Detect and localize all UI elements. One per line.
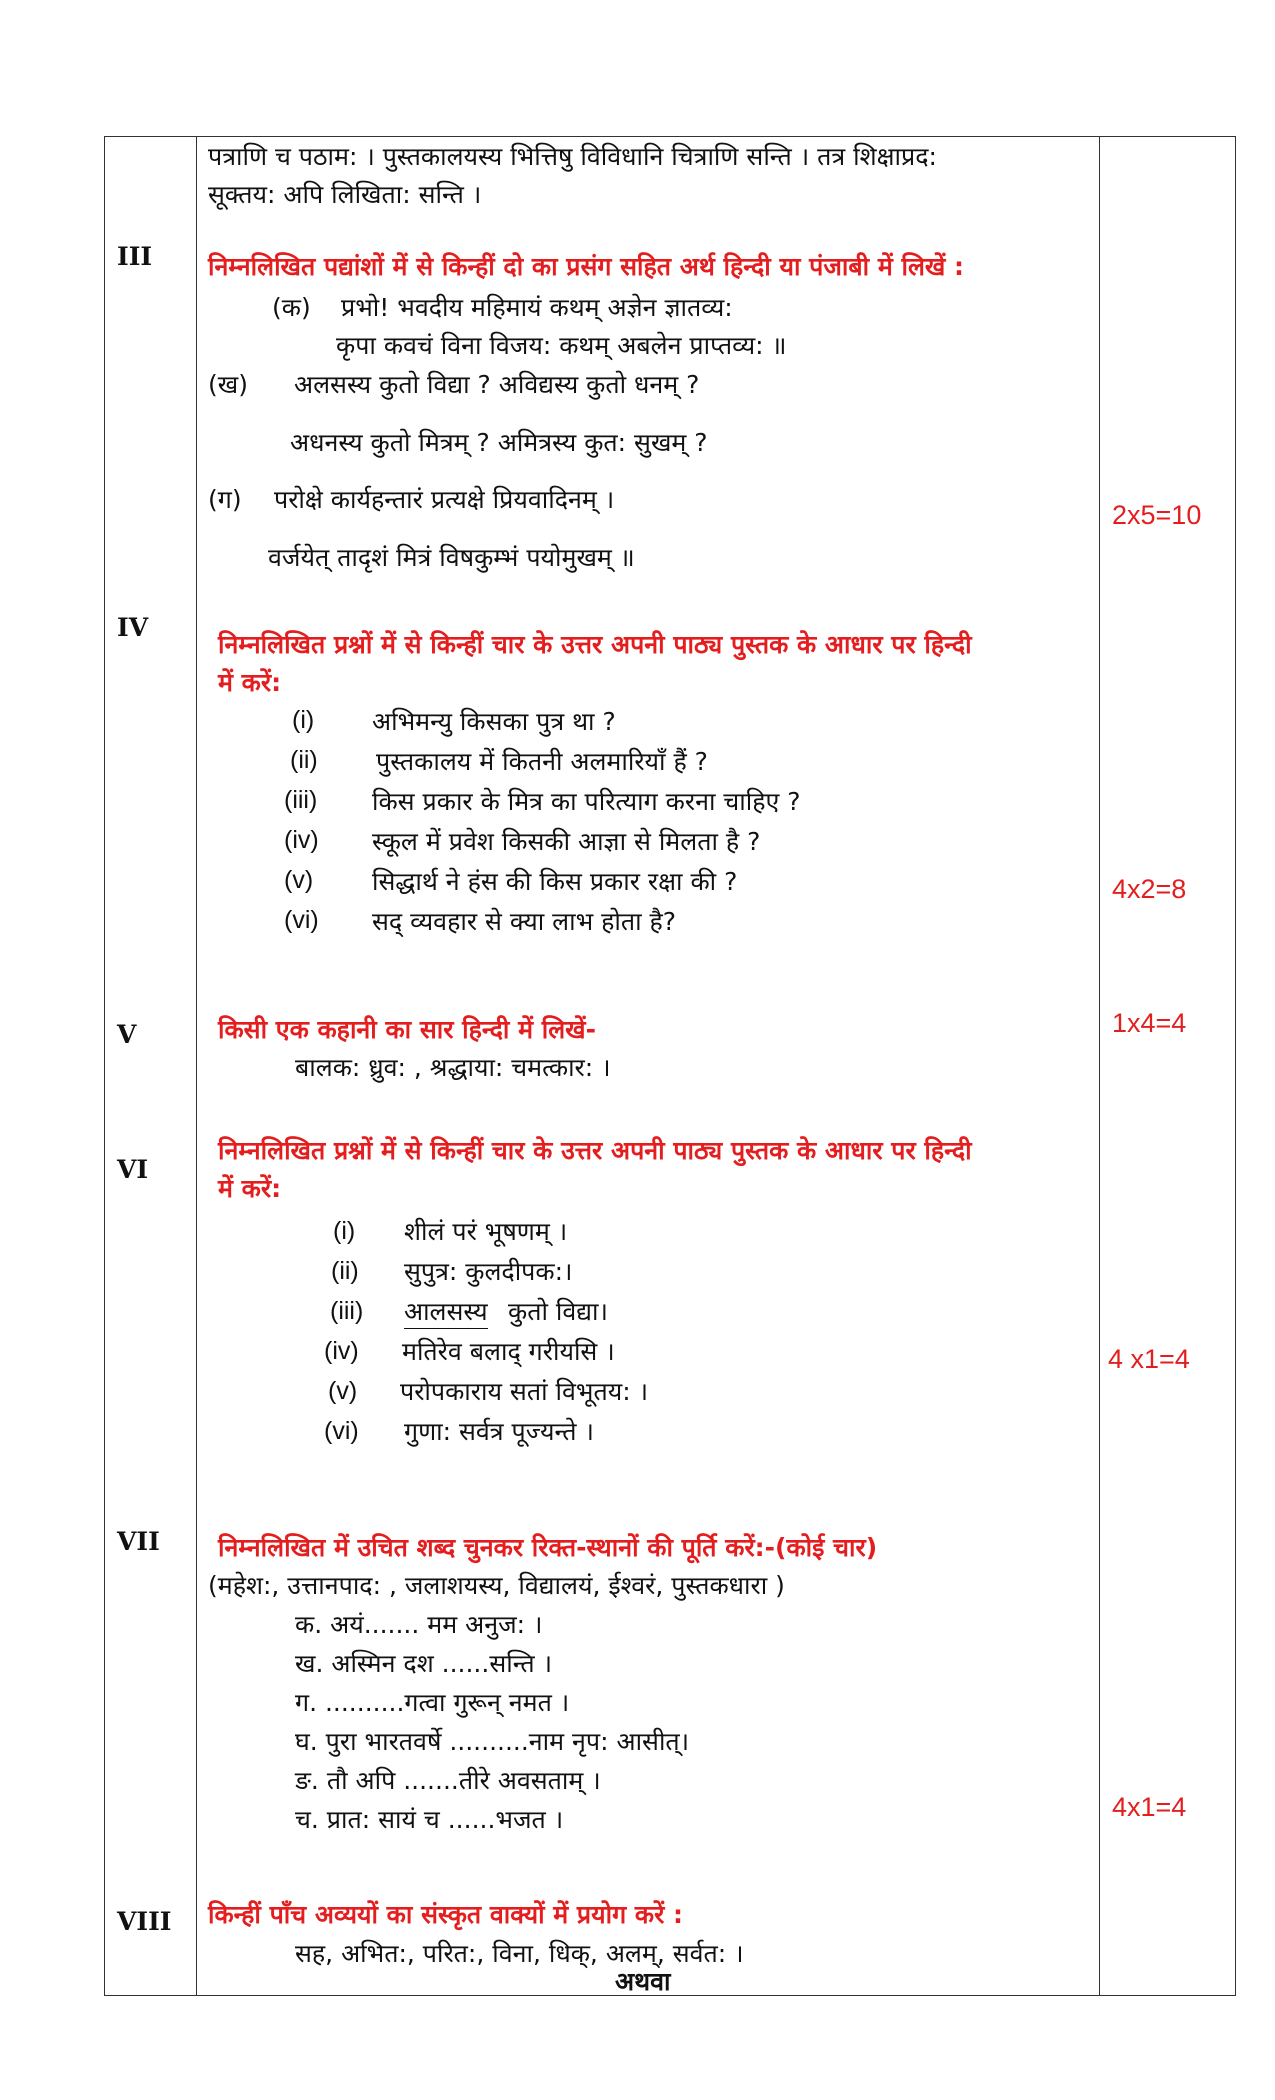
q4-item-text: किस प्रकार के मित्र का परित्याग करना चाहिए ?: [372, 787, 801, 816]
q4-item-text: पुस्तकालय में कितनी अलमारियाँ हैं ?: [376, 747, 708, 776]
q6-item-text-underlined: आलसस्य: [404, 1294, 488, 1329]
q4-item-label: (iii): [284, 786, 318, 814]
q4-item-label: (v): [284, 866, 314, 894]
q4-heading-line-1: निम्नलिखित प्रश्नों में से किन्हीं चार के उत्तर अपनी पाठ्य पुस्तक के आधार पर हिन्दी: [218, 630, 972, 659]
q8-heading: किन्हीं पाँच अव्ययों का संस्कृत वाक्यों में प्रयोग करें :: [208, 1900, 684, 1929]
q6-item-text: परोपकाराय सतां विभूतय: ।: [400, 1377, 649, 1406]
q4-marks: 4x2=8: [1112, 874, 1187, 904]
q6-item-text: शीलं परं भूषणम् ।: [404, 1217, 568, 1246]
q7-options: (महेश:, उत्तानपाद: , जलाशयस्य, विद्यालयं, ईश्वरं, पुस्तकधारा ): [208, 1571, 785, 1600]
q6-item-label: (vi): [324, 1417, 359, 1445]
q3-ga-line-1: परोक्षे कार्यहन्तारं प्रत्यक्षे प्रियवादिनम् ।: [274, 485, 615, 514]
question-number-viii: VIII: [117, 1907, 172, 1936]
q7-marks: 4x1=4: [1112, 1792, 1187, 1822]
q7-item: च. प्रात: सायं च ......भजत ।: [295, 1805, 564, 1834]
question-number-v: V: [117, 1020, 137, 1049]
q3-label-ga: (ग): [208, 485, 242, 514]
q6-item-label: (ii): [331, 1257, 359, 1285]
q6-item-text: गुणा: सर्वत्र पूज्यन्ते ।: [404, 1417, 594, 1446]
q7-item: क. अयं....... मम अनुज: ।: [295, 1610, 543, 1639]
q3-kha-line-1: अलसस्य कुतो विद्या ? अविद्यस्य कुतो धनम् ?: [294, 370, 700, 399]
q4-item-text: स्कूल में प्रवेश किसकी आज्ञा से मिलता है ?: [372, 827, 761, 856]
q3-label-ka: (क): [272, 293, 311, 322]
q6-item-label: (iii): [330, 1297, 364, 1325]
q8-line: सह, अभित:, परित:, विना, धिक्, अलम्, सर्वत: ।: [295, 1939, 744, 1968]
q6-item-label: (v): [328, 1377, 358, 1405]
q6-item-text: सुपुत्र: कुलदीपक:।: [404, 1257, 573, 1286]
question-number-vii: VII: [117, 1527, 160, 1556]
q4-item-label: (i): [292, 706, 315, 734]
q3-ka-line-1: प्रभो! भवदीय महिमायं कथम् अज्ञेन ज्ञातव्य:: [341, 293, 733, 322]
q7-item: ख. अस्मिन दश ......सन्ति ।: [295, 1649, 553, 1678]
q7-item: ग. ..........गत्वा गुरून् नमत ।: [295, 1688, 570, 1717]
intro-line-1: पत्राणि च पठाम: । पुस्तकालयस्य भित्तिषु विविधानि चित्राणि सन्ति । तत्र शिक्षाप्रद:: [208, 142, 937, 171]
column-divider-right: [1099, 136, 1100, 1996]
q4-item-text: सिद्धार्थ ने हंस की किस प्रकार रक्षा की ?: [372, 867, 738, 896]
question-number-iv: IV: [117, 613, 149, 642]
q6-item-label: (i): [333, 1217, 356, 1245]
q6-heading-line-2: में करें:: [218, 1174, 282, 1203]
q6-marks: 4 x1=4: [1108, 1344, 1190, 1374]
q7-item: ङ. तौ अपि .......तीरे अवसताम् ।: [295, 1766, 601, 1795]
q4-item-label: (iv): [284, 826, 319, 854]
q6-item-text: कुतो विद्या।: [508, 1297, 608, 1326]
column-divider-left: [196, 136, 197, 1996]
q6-item-label: (iv): [324, 1337, 359, 1365]
q5-line: बालक: ध्रुव: , श्रद्धाया: चमत्कार: ।: [295, 1053, 611, 1082]
q3-ga-line-2: वर्जयेत् तादृशं मित्रं विषकुम्भं पयोमुखम् ॥: [268, 543, 635, 572]
question-number-vi: VI: [117, 1155, 149, 1184]
question-number-iii: III: [117, 242, 153, 271]
intro-line-2: सूक्तय: अपि लिखिता: सन्ति ।: [208, 180, 482, 209]
q4-heading-line-2: में करें:: [218, 668, 282, 697]
q6-heading-line-1: निम्नलिखित प्रश्नों में से किन्हीं चार के उत्तर अपनी पाठ्य पुस्तक के आधार पर हिन्दी: [218, 1136, 972, 1165]
q5-marks: 1x4=4: [1112, 1008, 1187, 1038]
q4-item-text: अभिमन्यु किसका पुत्र था ?: [372, 707, 616, 736]
q5-heading: किसी एक कहानी का सार हिन्दी में लिखें-: [218, 1015, 597, 1044]
q8-athva: अथवा: [615, 1967, 671, 1996]
q7-heading: निम्नलिखित में उचित शब्द चुनकर रिक्त-स्थानों की पूर्ति करें:-(कोई चार): [218, 1533, 878, 1562]
q3-heading: निम्नलिखित पद्यांशों में से किन्हीं दो का प्रसंग सहित अर्थ हिन्दी या पंजाबी में लिखें :: [208, 252, 965, 281]
q3-label-kha: (ख): [208, 370, 248, 399]
question-table: [104, 136, 1236, 1996]
q3-ka-line-2: कृपा कवचं विना विजय: कथम् अबलेन प्राप्तव्य: ॥: [336, 331, 787, 360]
q3-kha-line-2: अधनस्य कुतो मित्रम् ? अमित्रस्य कुत: सुखम् ?: [290, 428, 708, 457]
q7-item: घ. पुरा भारतवर्षे ..........नाम नृप: आसीत्।: [295, 1727, 690, 1756]
q3-marks: 2x5=10: [1112, 500, 1202, 530]
q4-item-label: (ii): [290, 746, 318, 774]
q4-item-text: सद् व्यवहार से क्या लाभ होता है?: [372, 907, 677, 936]
q6-item-text: मतिरेव बलाद् गरीयसि ।: [402, 1337, 615, 1366]
q4-item-label: (vi): [284, 906, 319, 934]
